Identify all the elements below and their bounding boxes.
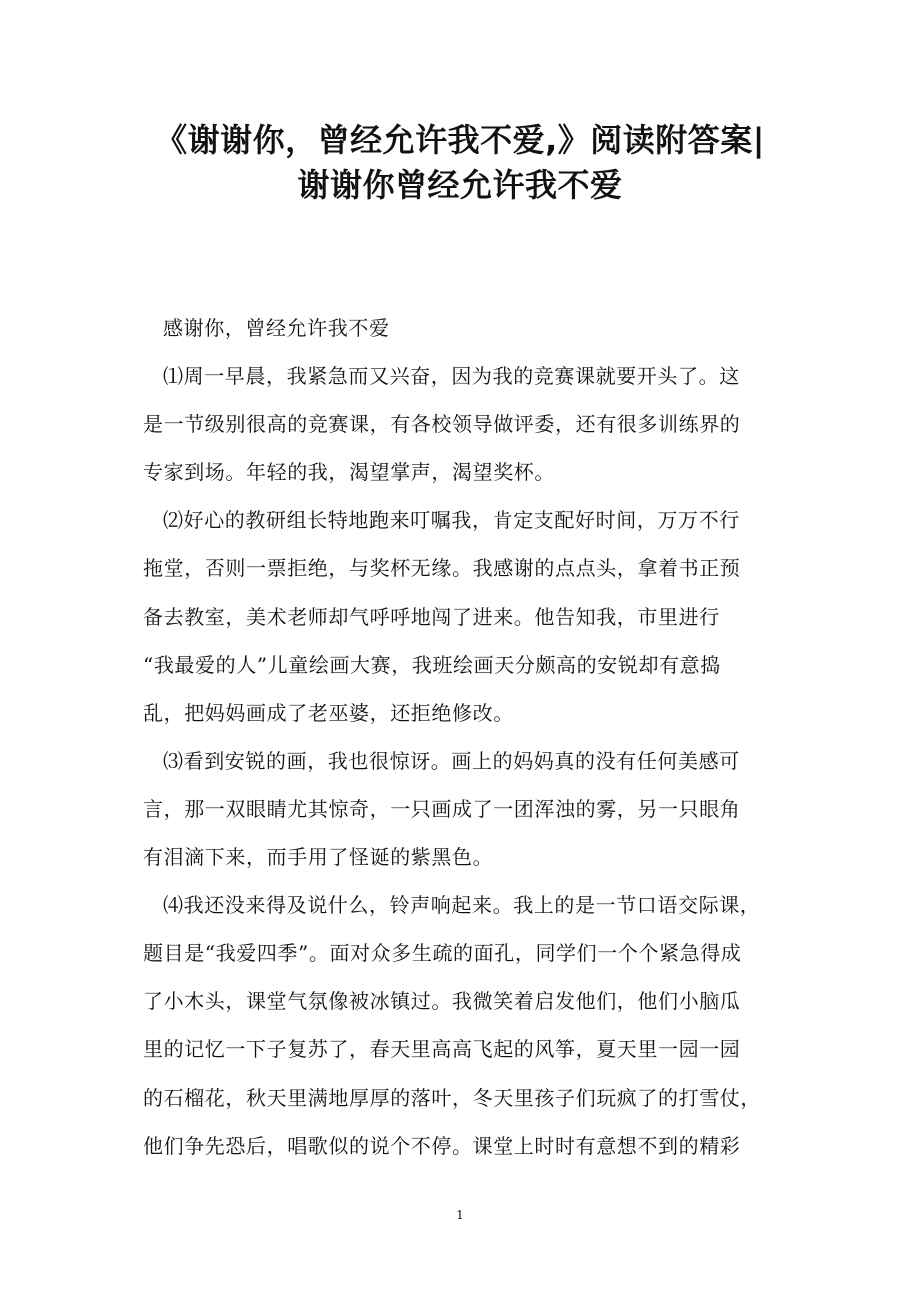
text-line: 拖堂，否则一票拒绝，与奖杯无缘。我感谢的点点头，拿着书正预 [143, 556, 741, 581]
paragraph [143, 741, 783, 885]
text-line: 题目是“我爱四季”。面对众多生疏的面孔，同学们一个个紧急得成 [143, 941, 742, 966]
text-line: “我最爱的人”儿童绘画大赛，我班绘画天分颇高的安锐却有意捣 [143, 652, 721, 677]
text-line: ⑴周一早晨，我紧急而又兴奋，因为我的竞赛课就要开头了。这 [163, 364, 740, 389]
paragraph [143, 500, 783, 740]
text-line: 言，那一双眼睛尤其惊奇，一只画成了一团浑浊的雾，另一只眼角 [143, 796, 741, 821]
text-line: ⑶看到安锐的画，我也很惊讶。画上的妈妈真的没有任何美感可 [163, 748, 740, 773]
text-line: 里的记忆一下子复苏了，春天里高高飞起的风筝，夏天里一园一园 [143, 1037, 741, 1062]
paragraph [143, 885, 783, 1174]
text-line: 专家到场。年轻的我，渴望掌声，渴望奖杯。 [143, 460, 555, 485]
text-line: 有泪滴下来，而手用了怪诞的紫黑色。 [143, 845, 494, 870]
text-line: 感谢你，曾经允许我不爱 [163, 316, 390, 340]
text-line: 备去教室，美术老师却气呼呼地闯了进来。他告知我，市里进行 [143, 604, 720, 629]
text-line: ⑷我还没来得及说什么，铃声响起来。我上的是一节口语交际课， [163, 893, 761, 918]
document-title-line-2: 谢谢你曾经允许我不爱 [297, 166, 623, 204]
paragraph [143, 356, 783, 500]
paragraph [143, 308, 783, 356]
text-line: 他们争先恐后，唱歌似的说个不停。课堂上时时有意想不到的精彩 [143, 1133, 741, 1158]
text-line: ⑵好心的教研组长特地跑来叮嘱我，肯定支配好时间，万万不行 [163, 508, 740, 533]
text-line: 乱，把妈妈画成了老巫婆，还拒绝修改。 [143, 700, 514, 725]
document-body [143, 308, 783, 1174]
text-line: 是一节级别很高的竞赛课，有各校领导做评委，还有很多训练界的 [143, 412, 741, 437]
text-line: 了小木头，课堂气氛像被冰镇过。我微笑着启发他们，他们小脑瓜 [143, 989, 741, 1014]
text-line: 的石榴花，秋天里满地厚厚的落叶，冬天里孩子们玩疯了的打雪仗， [143, 1085, 761, 1110]
page-number: 1 [456, 1208, 464, 1222]
document-title-line-1: 《谢谢你，曾经允许我不爱,》阅读附答案| [155, 121, 765, 159]
